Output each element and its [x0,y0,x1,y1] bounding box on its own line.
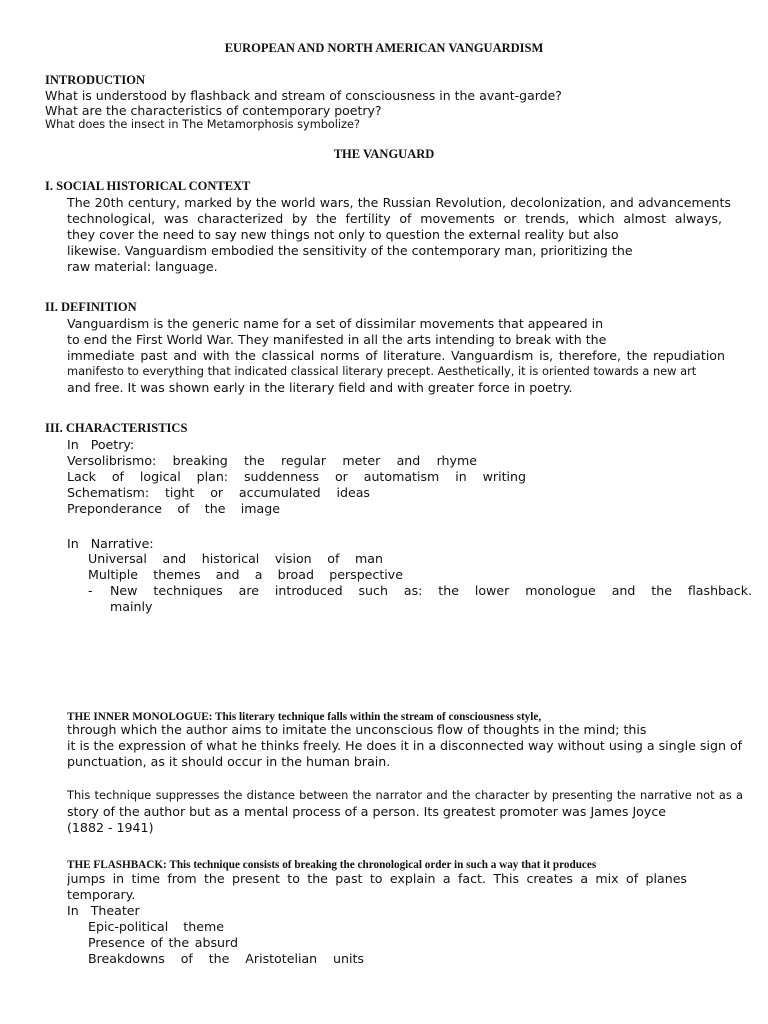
inner-monologue-para2-line-2: story of the author but as a mental process of a person. Its greatest promoter was James Joyce [67,804,667,819]
poetry-item-1: Versolibrismo: breaking the regular meter and rhyme [67,453,477,468]
section1-line-2: technological, was characterized by the fertility of movements or trends, which almost always, [67,211,722,226]
section3-heading: III. CHARACTERISTICS [45,421,188,435]
narrative-label: In Narrative: [67,536,154,551]
narrative-dash-item: New techniques are introduced such as: the lower monologue and the flashback. [110,583,752,598]
poetry-label: In Poetry: [67,437,135,452]
inner-monologue-para2-line-3: (1882 - 1941) [67,820,154,835]
section1-line-4: likewise. Vanguardism embodied the sensitivity of the contemporary man, prioritizing the [67,243,633,258]
vanguard-heading: THE VANGUARD [333,147,435,161]
narrative-item-2: Multiple themes and a broad perspective [88,567,403,582]
poetry-item-3: Schematism: tight or accumulated ideas [67,485,370,500]
section2-line-2: to end the First World War. They manifested in all the arts intending to break with the [67,332,607,347]
section1-heading: I. SOCIAL HISTORICAL CONTEXT [45,179,251,193]
introduction-heading: INTRODUCTION [45,73,146,87]
section1-line-3: they cover the need to say new things not only to question the external reality but also [67,227,619,242]
intro-question-1: What is understood by flashback and stream of consciousness in the avant-garde? [45,88,562,103]
section2-heading: II. DEFINITION [45,300,137,314]
section1-line-1: The 20th century, marked by the world wars, the Russian Revolution, decolonization, and advancements [67,195,731,210]
inner-monologue-line-1: through which the author aims to imitate the unconscious flow of thoughts in the mind; this [67,722,647,737]
flashback-label: THE FLASHBACK: [67,859,167,871]
narrative-dash: - [88,583,93,598]
poetry-item-2: Lack of logical plan: suddenness or automatism in writing [67,469,526,484]
narrative-dash-item-cont: mainly [110,599,153,614]
theater-item-1: Epic-political theme [88,919,224,934]
inner-monologue-para2-line-1: This technique suppresses the distance between the narrator and the character by presenting the narrative not as a [67,788,743,802]
section2-line-3: immediate past and with the classical norms of literature. Vanguardism is, therefore, the repudiation [67,348,725,363]
theater-item-3: Breakdowns of the Aristotelian units [88,951,364,966]
inner-monologue-label: THE INNER MONOLOGUE: [67,711,213,723]
flashback-line-1: jumps in time from the present to the past to explain a fact. This creates a mix of planes [67,871,687,886]
poetry-item-4: Preponderance of the image [67,501,280,516]
section1-line-5: raw material: language. [67,259,218,274]
section2-line-1: Vanguardism is the generic name for a set of dissimilar movements that appeared in [67,316,604,331]
inner-monologue-line-2: it is the expression of what he thinks freely. He does it in a disconnected way without using a single sign of [67,738,743,753]
flashback-lead-text: This technique consists of breaking the chronological order in such a way that it produces [166,859,597,871]
theater-label: In Theater [67,903,140,918]
inner-monologue-line-3: punctuation, as it should occur in the human brain. [67,754,391,769]
theater-item-2: Presence of the absurd [88,935,238,950]
narrative-item-1: Universal and historical vision of man [88,551,383,566]
section2-line-5: and free. It was shown early in the literary field and with greater force in poetry. [67,380,573,395]
section2-line-4: manifesto to everything that indicated classical literary precept. Aesthetically, it is oriented towards a new art [67,364,697,378]
intro-question-2: What are the characteristics of contemporary poetry? [45,103,382,118]
document-title: EUROPEAN AND NORTH AMERICAN VANGUARDISM [224,41,544,55]
inner-monologue-lead-text: This literary technique falls within the stream of consciousness style, [212,711,542,723]
intro-question-3: What does the insect in The Metamorphosis symbolize? [45,118,360,131]
flashback-line-2: temporary. [67,887,136,902]
